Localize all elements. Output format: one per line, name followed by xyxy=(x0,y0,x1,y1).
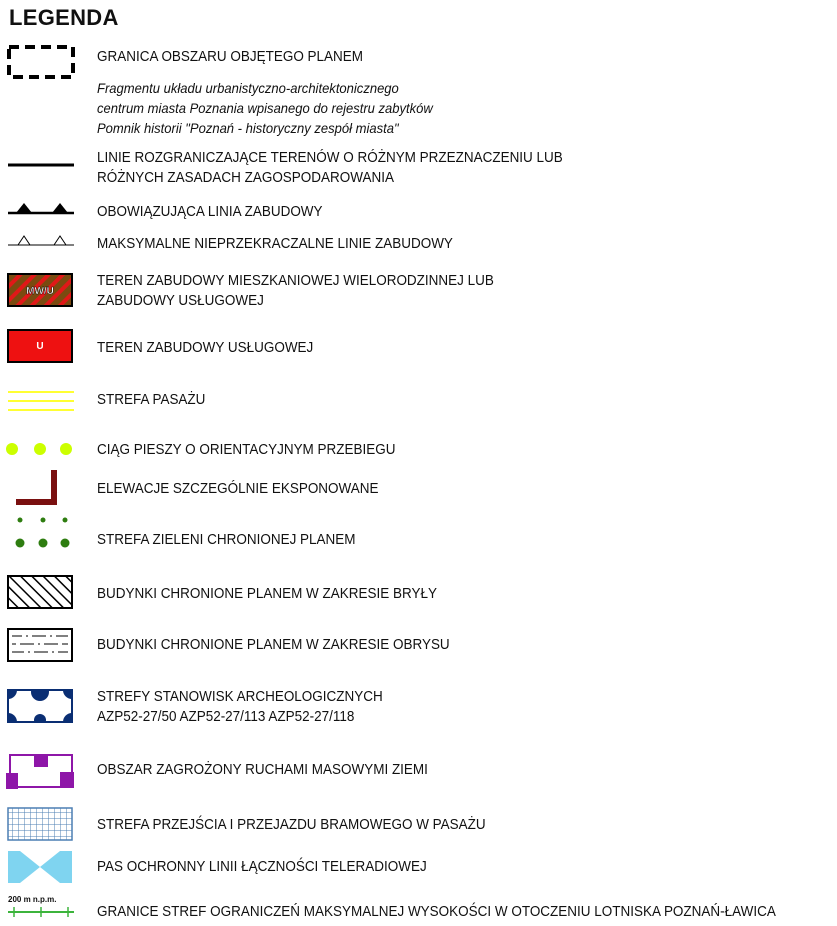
legend-label-airport-height: GRANICE STREF OGRANICZEŃ MAKSYMALNEJ WYSOKOŚCI W OTOCZENIU LOTNISKA POZNAŃ-ŁAWICA xyxy=(97,904,776,920)
u-badge-text: U xyxy=(36,341,44,352)
u-red-badge-icon xyxy=(6,328,76,364)
legend-label-mandatory-building-line: OBOWIĄZUJĄCA LINIA ZABUDOWY xyxy=(97,204,323,220)
diagonal-hatch-icon xyxy=(6,574,76,610)
maroon-corner-icon xyxy=(6,468,76,508)
legend-label-green-zone: STREFA ZIELENI CHRONIONEJ PLANEM xyxy=(97,532,356,548)
legend-label-radio-link: PAS OCHRONNY LINII ŁĄCZNOŚCI TELERADIOWEJ xyxy=(97,859,427,875)
legend-label-heritage: Fragmentu układu urbanistyczno-architektonicznego centrum miasta Poznania wpisanego do rejestru zabytków Pomnik historii "Poznań - historyczny zespół miasta" xyxy=(97,80,433,136)
blue-grid-icon xyxy=(6,806,76,842)
legend-label-mwu-zone: TEREN ZABUDOWY MIESZKANIOWEJ WIELORODZINNEJ LUB ZABUDOWY USŁUGOWEJ xyxy=(97,273,494,309)
legend-label-boundary: GRANICA OBSZARU OBJĘTEGO PLANEM xyxy=(97,49,364,65)
legend-label-exposed-elevations: ELEWACJE SZCZEGÓLNIE EKSPONOWANE xyxy=(97,481,379,497)
legend-label-max-building-line: MAKSYMALNE NIEPRZEKRACZALNE LINIE ZABUDOWY xyxy=(97,236,453,252)
mwu-badge-text: MW/U xyxy=(26,286,54,297)
dash-dot-hatch-icon xyxy=(6,627,76,663)
green-altitude-line-icon xyxy=(6,906,76,918)
legend-label-archaeology: STREFY STANOWISK ARCHEOLOGICZNYCH AZP52-27/50 AZP52-27/113 AZP52-27/118 xyxy=(97,689,383,725)
legend-label-pedestrian-path: CIĄG PIESZY O ORIENTACYJNYM PRZEBIEGU xyxy=(97,442,396,458)
legend-title: LEGENDA xyxy=(9,5,119,30)
solid-line-icon xyxy=(6,161,76,171)
dark-green-dots-icon xyxy=(6,516,76,552)
dashed-rectangle-icon xyxy=(6,44,76,80)
navy-semicircles-icon xyxy=(6,688,76,726)
legend-label-gateway: STREFA PRZEJŚCIA I PRZEJAZDU BRAMOWEGO W PASAŻU xyxy=(97,817,486,833)
filled-triangle-line-icon xyxy=(6,200,76,216)
green-dots-icon xyxy=(6,441,76,457)
legend-label-u-zone: TEREN ZABUDOWY USŁUGOWEJ xyxy=(97,340,314,356)
legend-label-protected-outline: BUDYNKI CHRONIONE PLANEM W ZAKRESIE OBRYSU xyxy=(97,637,450,653)
legend-label-passage-zone: STREFA PASAŻU xyxy=(97,392,206,408)
open-triangle-line-icon xyxy=(6,232,76,248)
yellow-lines-icon xyxy=(6,388,76,418)
altitude-label: 200 m n.p.m. xyxy=(8,895,57,904)
cyan-bowtie-icon xyxy=(6,849,76,885)
legend-label-protected-massing: BUDYNKI CHRONIONE PLANEM W ZAKRESIE BRYŁY xyxy=(97,586,437,602)
mwu-hatched-badge-icon xyxy=(6,272,76,308)
purple-blocks-icon xyxy=(6,750,76,792)
legend-label-demarcation: LINIE ROZGRANICZAJĄCE TERENÓW O RÓŻNYM PRZEZNACZENIU LUB RÓŻNYCH ZASADACH ZAGOSPODAROWANIA xyxy=(97,150,563,186)
legend-label-landslide: OBSZAR ZAGROŻONY RUCHAMI MASOWYMI ZIEMI xyxy=(97,762,428,778)
